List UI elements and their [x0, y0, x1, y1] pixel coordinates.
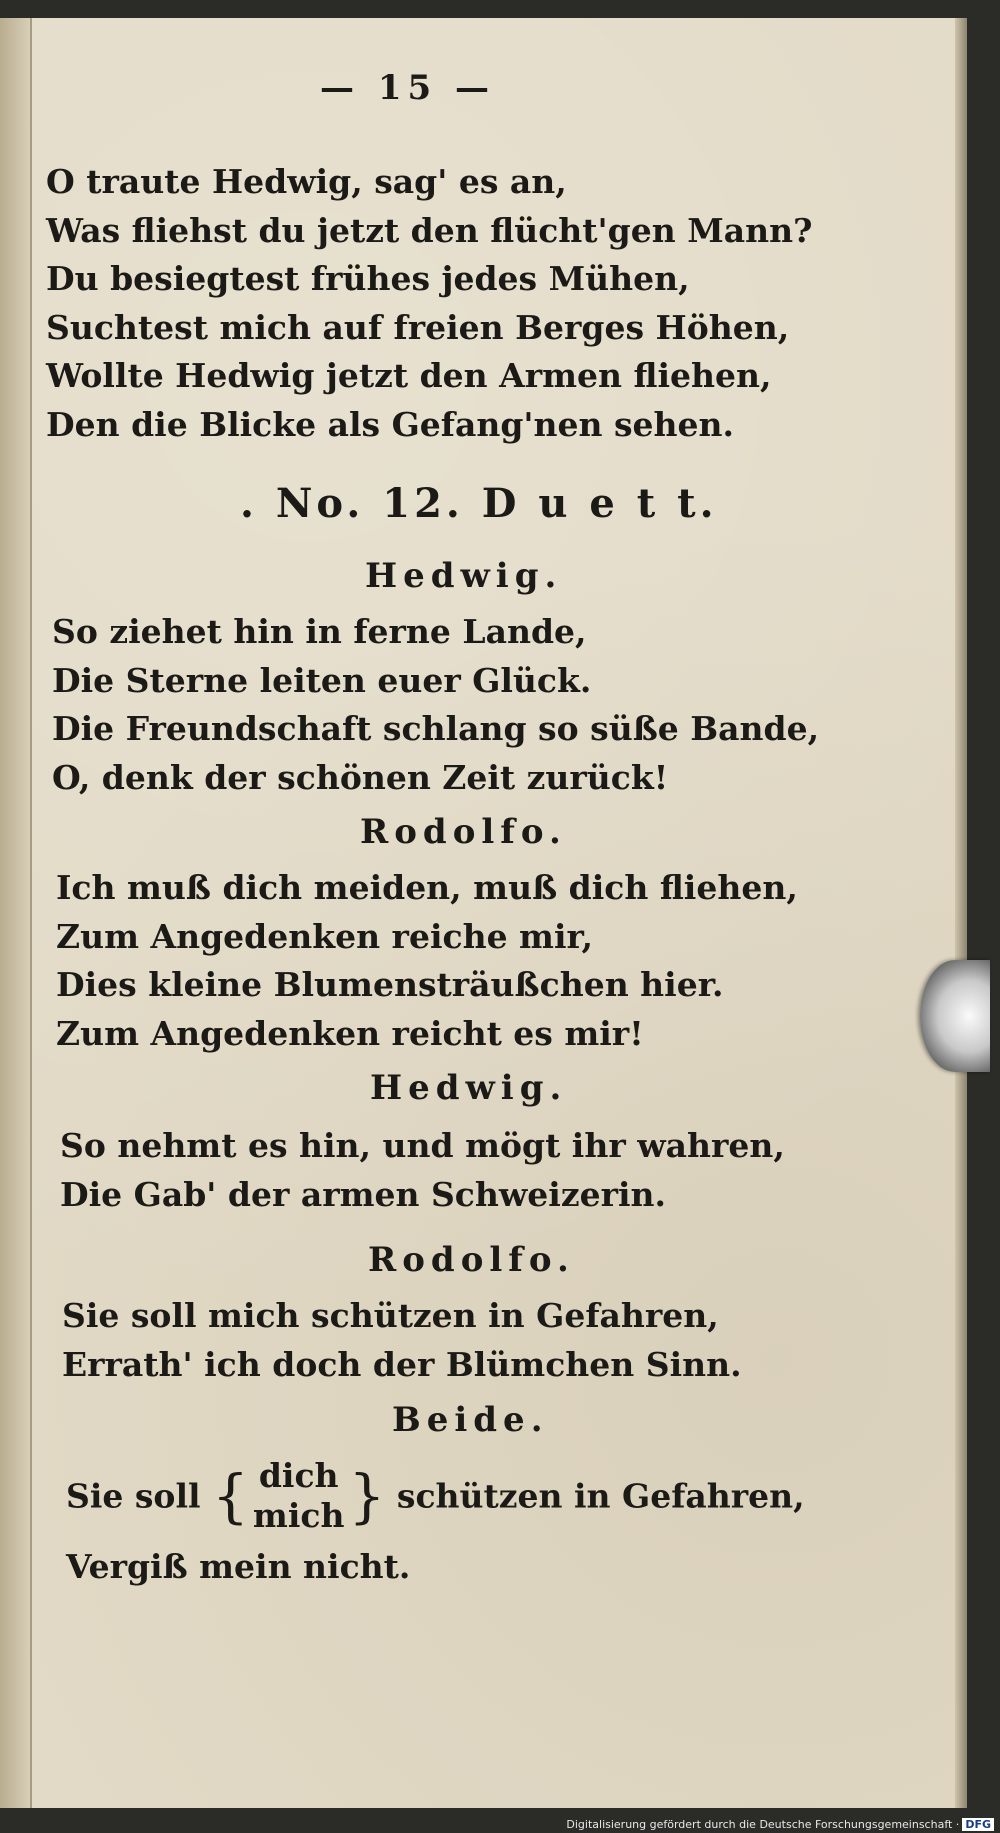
right-brace: }: [348, 1462, 386, 1530]
verse-line: Die Gab' der armen Schweizerin.: [60, 1174, 666, 1214]
dfg-logo: DFG: [962, 1818, 994, 1831]
verse-line: Wollte Hedwig jetzt den Armen fliehen,: [46, 356, 772, 395]
verse-line: Du besiegtest frühes jedes Mühen,: [46, 259, 690, 298]
verse-line: Die Sterne leiten euer Glück.: [52, 660, 592, 700]
verse-line: Den die Blicke als Gefang'nen sehen.: [46, 404, 735, 444]
pronoun-choice: [253, 1456, 345, 1536]
verse-line: Errath' ich doch der Blümchen Sinn.: [62, 1344, 742, 1384]
final-verse-start: Sie soll: [66, 1476, 201, 1516]
speaker-hedwig: Hedwig.: [370, 1068, 568, 1108]
page-number: — 15 —: [320, 68, 495, 108]
digitization-credit: [566, 1818, 994, 1831]
stanza-2: [52, 608, 819, 802]
final-line: Vergiß mein nicht.: [66, 1547, 411, 1586]
verse-line: Dies kleine Blumensträußchen hier.: [56, 965, 724, 1004]
stanza-1: [46, 158, 812, 449]
final-verse: [66, 1456, 805, 1536]
verse-line: Zum Angedenken reicht es mir!: [56, 1013, 644, 1053]
speaker-hedwig: Hedwig.: [365, 556, 563, 596]
speaker-rodolfo: Rodolfo.: [360, 812, 567, 852]
verse-line: Die Freundschaft schlang so süße Bande,: [52, 709, 820, 748]
page-edge-shadow: [955, 18, 967, 1808]
page-clip-icon: [920, 960, 990, 1072]
verse-line: Ich muß dich meiden, muß dich fliehen,: [56, 868, 798, 907]
pronoun-option-dich: dich: [258, 1456, 339, 1495]
section-heading: . No. 12. D u e t t.: [240, 480, 718, 527]
left-page-edge: [0, 18, 30, 1808]
verse-line: Was fliehst du jetzt den flücht'gen Mann?: [46, 210, 813, 250]
final-verse-end: schützen in Gefahren,: [396, 1476, 805, 1516]
stanza-4: [60, 1122, 785, 1219]
verse-line: So ziehet hin in ferne Lande,: [52, 612, 587, 651]
verse-line: Sie soll mich schützen in Gefahren,: [62, 1296, 719, 1335]
verse-line: Suchtest mich auf freien Berges Höhen,: [46, 307, 790, 347]
credit-text: Digitalisierung gefördert durch die Deutsche Forschungsgemeinschaft ·: [566, 1818, 960, 1831]
verse-line: O, denk der schönen Zeit zurück!: [52, 757, 669, 797]
scan-border-right: [967, 0, 1000, 1833]
speaker-rodolfo: Rodolfo.: [368, 1240, 575, 1280]
speaker-beide: Beide.: [392, 1400, 549, 1440]
verse-line: So nehmt es hin, und mögt ihr wahren,: [60, 1126, 785, 1165]
verse-line: O traute Hedwig, sag' es an,: [46, 162, 567, 201]
stanza-5: [62, 1292, 742, 1389]
pronoun-option-mich: mich: [252, 1496, 345, 1535]
stanza-3: [56, 864, 798, 1058]
left-brace: {: [212, 1462, 249, 1530]
verse-line: Zum Angedenken reiche mir,: [56, 916, 593, 956]
